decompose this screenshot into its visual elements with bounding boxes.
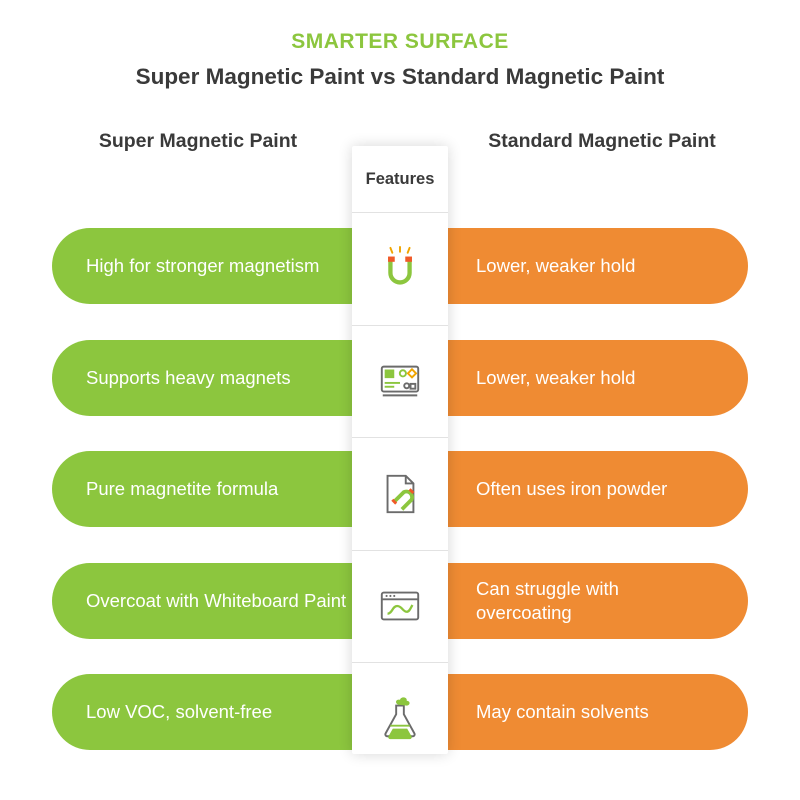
- magnet-document-icon: [377, 471, 423, 517]
- left-feature-pill: Low VOC, solvent-free: [52, 674, 382, 750]
- horseshoe-magnet-icon: [377, 246, 423, 292]
- page-header: [0, 0, 800, 90]
- feature-icon-cell: [352, 662, 448, 775]
- left-feature-pill: Overcoat with Whiteboard Paint: [52, 563, 382, 639]
- feature-icon-cell: [352, 437, 448, 550]
- feature-icon-cell: [352, 550, 448, 663]
- left-feature-pill: Supports heavy magnets: [52, 340, 382, 416]
- left-feature-pill: High for stronger magnetism: [52, 228, 382, 304]
- column-heading-right: Standard Magnetic Paint: [488, 130, 716, 152]
- right-feature-pill: Often uses iron powder: [418, 451, 748, 527]
- brand-title: SMARTER SURFACE: [291, 30, 509, 53]
- whiteboard-magnets-icon: [377, 358, 423, 404]
- right-feature-pill: Can struggle with overcoating: [418, 563, 748, 639]
- features-column: [352, 146, 448, 754]
- feature-icon-cell: [352, 325, 448, 438]
- left-feature-pill: Pure magnetite formula: [52, 451, 382, 527]
- whiteboard-chart-icon: [377, 583, 423, 629]
- page-title: Super Magnetic Paint vs Standard Magnetic Paint: [135, 64, 665, 89]
- right-feature-pill: May contain solvents: [418, 674, 748, 750]
- feature-icon-cell: [352, 212, 448, 325]
- flask-fumes-icon: [377, 696, 423, 742]
- column-heading-left: Super Magnetic Paint: [98, 130, 298, 152]
- features-icon-list: [352, 212, 448, 775]
- features-column-title: Features: [365, 170, 435, 188]
- right-feature-pill: Lower, weaker hold: [418, 340, 748, 416]
- right-feature-pill: Lower, weaker hold: [418, 228, 748, 304]
